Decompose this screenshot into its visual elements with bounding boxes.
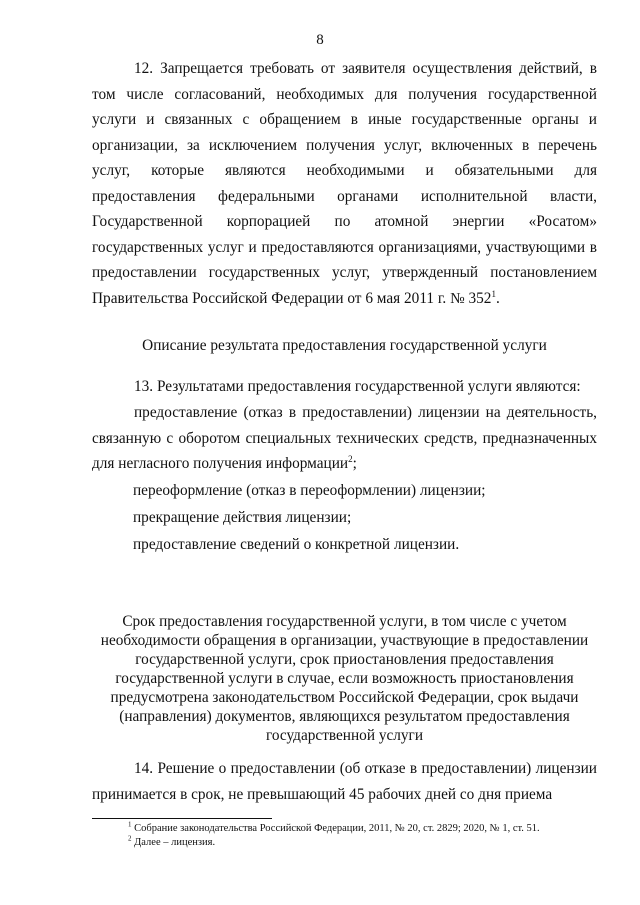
item-license-end: ; — [352, 455, 357, 472]
item-license-text: предоставление (отказ в предоставлении) лицензии на деятельность, связанную с оборотом специальных технических средств, предназначенных для негласного получения информации — [92, 404, 597, 472]
paragraph-12-text: 12. Запрещается требовать от заявителя осуществления действий, в том числе согласований, необходимых для получения государственной услуги и связанных с обращением в иные государственные органы и организации, за исключением получения услуг, включенных в перечень услуг, которые являются необходимыми и обязательными для предоставления федеральными органами исполнительной власти, Государственной корпорацией по атомной энергии «Росатом» государственных услуг и предоставляются организациями, участвующими в предоставлении государственных услуг, утвержденный постановлением Правительства Российской Федерации от 6 мая 2011 г. № 352 — [92, 60, 597, 307]
paragraph-13-item-reissue: переоформление (отказ в переоформлении) лицензии; — [133, 482, 486, 499]
paragraph-13-item-termination: прекращение действия лицензии; — [133, 509, 352, 526]
heading-term-line: государственной услуги — [265, 727, 424, 744]
footnote-1 — [128, 820, 540, 834]
paragraph-13-item-information: предоставление сведений о конкретной лицензии. — [133, 536, 460, 553]
footnote-2 — [128, 834, 216, 848]
paragraph-13-intro: 13. Результатами предоставления государственной услуги являются: — [134, 378, 581, 395]
paragraph-12 — [92, 56, 597, 311]
heading-term-line: государственной услуги в случае, если возможность приостановления — [115, 670, 574, 687]
footnote-1-number: 1 — [128, 820, 132, 829]
footnote-2-number: 2 — [128, 834, 132, 843]
page-number: 8 — [316, 32, 324, 48]
heading-term-line: предусмотрена законодательством Российской Федерации, срок выдачи — [110, 689, 579, 706]
heading-term-line: государственной услуги, срок приостановления предоставления — [135, 651, 554, 668]
heading-term-line: необходимости обращения в организации, участвующие в предоставлении — [100, 632, 589, 649]
section-heading-term — [92, 612, 597, 745]
heading-term-line: (направления) документов, являющихся результатом предоставления — [119, 708, 570, 725]
section-heading-result: Описание результата предоставления государственной услуги — [142, 337, 547, 354]
footnote-ref-1: 1 — [491, 288, 496, 299]
footnote-divider — [92, 818, 272, 819]
footnote-ref-2: 2 — [348, 453, 353, 464]
paragraph-14: 14. Решение о предоставлении (об отказе в предоставлении) лицензии принимается в срок, не превышающий 45 рабочих дней со дня приема — [92, 760, 597, 803]
heading-term-line: Срок предоставления государственной услуги, в том числе с учетом — [122, 613, 567, 630]
footnote-1-text: Собрание законодательства Российской Федерации, 2011, № 20, ст. 2829; 2020, № 1, ст. 51. — [131, 823, 540, 834]
footnote-2-text: Далее – лицензия. — [131, 837, 216, 848]
paragraph-12-end: . — [495, 289, 500, 307]
paragraph-13-item-license — [92, 400, 597, 477]
